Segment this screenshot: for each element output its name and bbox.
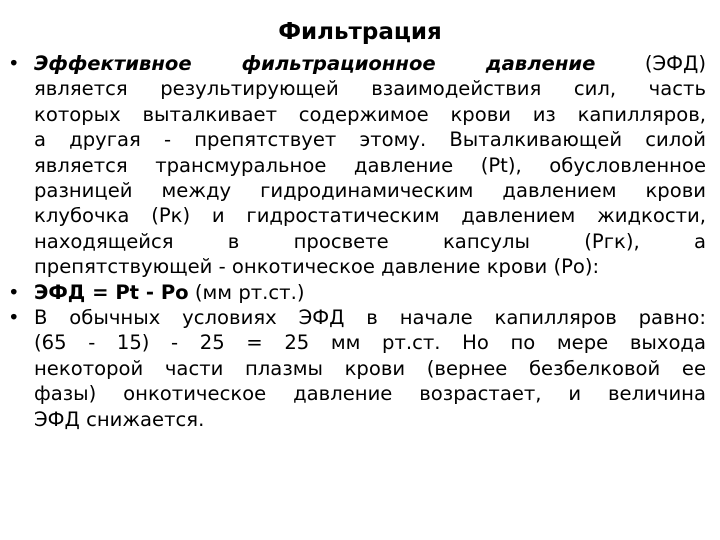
text-line: фазы) онкотическое давление возрастает, и величина (34, 382, 706, 406)
term-emphasis: Эффективное фильтрационное давление (34, 52, 596, 75)
text-line: находящейся в просвете капсулы (Ргк), а (34, 229, 706, 253)
text-line: является результирующей взаимодействия сил, часть (34, 77, 706, 101)
formula-units: (мм рт.ст.) (188, 280, 305, 304)
slide-title: Фильтрация (278, 19, 442, 45)
bullet-dot-icon: • (8, 306, 20, 330)
bullet-dot-icon: • (8, 52, 20, 75)
text-line: В обычных условиях ЭФД в начале капилляров равно: (34, 306, 706, 330)
text-line: которых выталкивает содержимое крови из капилляров, (34, 102, 706, 126)
bullet-item-definition (6, 51, 706, 280)
bullet-list (6, 51, 706, 432)
text-line: ЭФД снижается. (34, 407, 205, 431)
text-line: препятствующей - онкотическое давление крови (Ро): (34, 255, 600, 279)
text-line: (65 - 15) - 25 = 25 мм рт.ст. Но по мере выхода (34, 331, 706, 355)
text-line: является трансмуральное давление (Pt), обусловленное (34, 153, 706, 177)
text-line (34, 51, 706, 76)
bullet-item-normal-conditions (6, 305, 706, 432)
formula: ЭФД = Pt - Po (34, 280, 189, 304)
bullet-dot-icon: • (8, 280, 20, 304)
text-line: а другая - препятствует этому. Выталкивающей силой (34, 128, 706, 152)
term-abbrev: (ЭФД) (595, 52, 706, 75)
text-line: клубочка (Рк) и гидростатическим давлением жидкости, (34, 204, 706, 228)
bullet-item-formula (6, 280, 706, 305)
formula-line (34, 280, 706, 305)
text-line: разницей между гидродинамическим давлением крови (34, 179, 706, 203)
text-line: некоторой части плазмы крови (вернее безбелковой ее (34, 356, 706, 380)
